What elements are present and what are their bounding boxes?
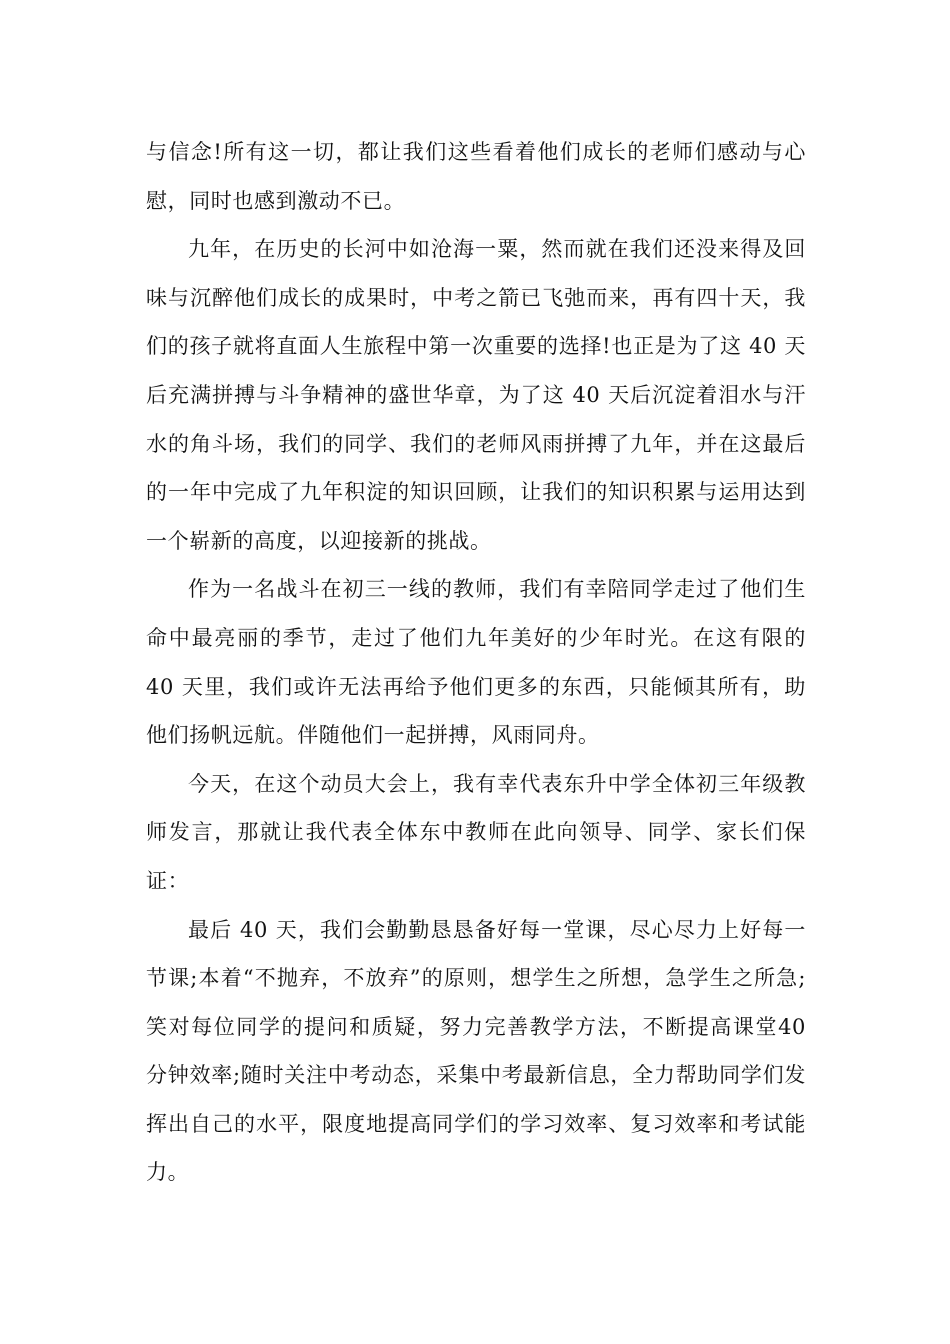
paragraph-2: 九年，在历史的长河中如沧海一粟，然而就在我们还没来得及回味与沉醉他们成长的成果时，中考之箭已飞弛而来，再有四十天，我们的孩子就将直面人生旅程中第一次重要的选择!也正是为了这 40 天后充满拼搏与斗争精神的盛世华章，为了这 40 天后沉淀着泪水与汗水的角斗场，我们的同学、我们的老师风雨拼搏了九年，并在这最后的一年中完成了九年积淀的知识回顾，让我们的知识积累与运用达到一个崭新的高度，以迎接新的挑战。 (146, 237, 806, 553)
document-page (146, 128, 806, 1197)
paragraph-5: 最后 40 天，我们会勤勤恳恳备好每一堂课，尽心尽力上好每一节课;本着“不抛弃，不放弃”的原则，想学生之所想，急学生之所急;笑对每位同学的提问和质疑，努力完善教学方法，不断提高课堂40 分钟效率;随时关注中考动态，采集中考最新信息，全力帮助同学们发挥出自己的水平，限度地提高同学们的学习效率、复习效率和考试能力。 (146, 917, 806, 1185)
paragraph-3: 作为一名战斗在初三一线的教师，我们有幸陪同学走过了他们生命中最亮丽的季节，走过了他们九年美好的少年时光。在这有限的 40 天里，我们或许无法再给予他们更多的东西，只能倾其所有，助他们扬帆远航。伴随他们一起拼搏，风雨同舟。 (146, 577, 806, 748)
paragraph-1: 与信念!所有这一切，都让我们这些看着他们成长的老师们感动与心慰，同时也感到激动不已。 (146, 140, 806, 213)
paragraph-4: 今天，在这个动员大会上，我有幸代表东升中学全体初三年级教师发言，那就让我代表全体东中教师在此向领导、同学、家长们保证： (146, 771, 806, 893)
